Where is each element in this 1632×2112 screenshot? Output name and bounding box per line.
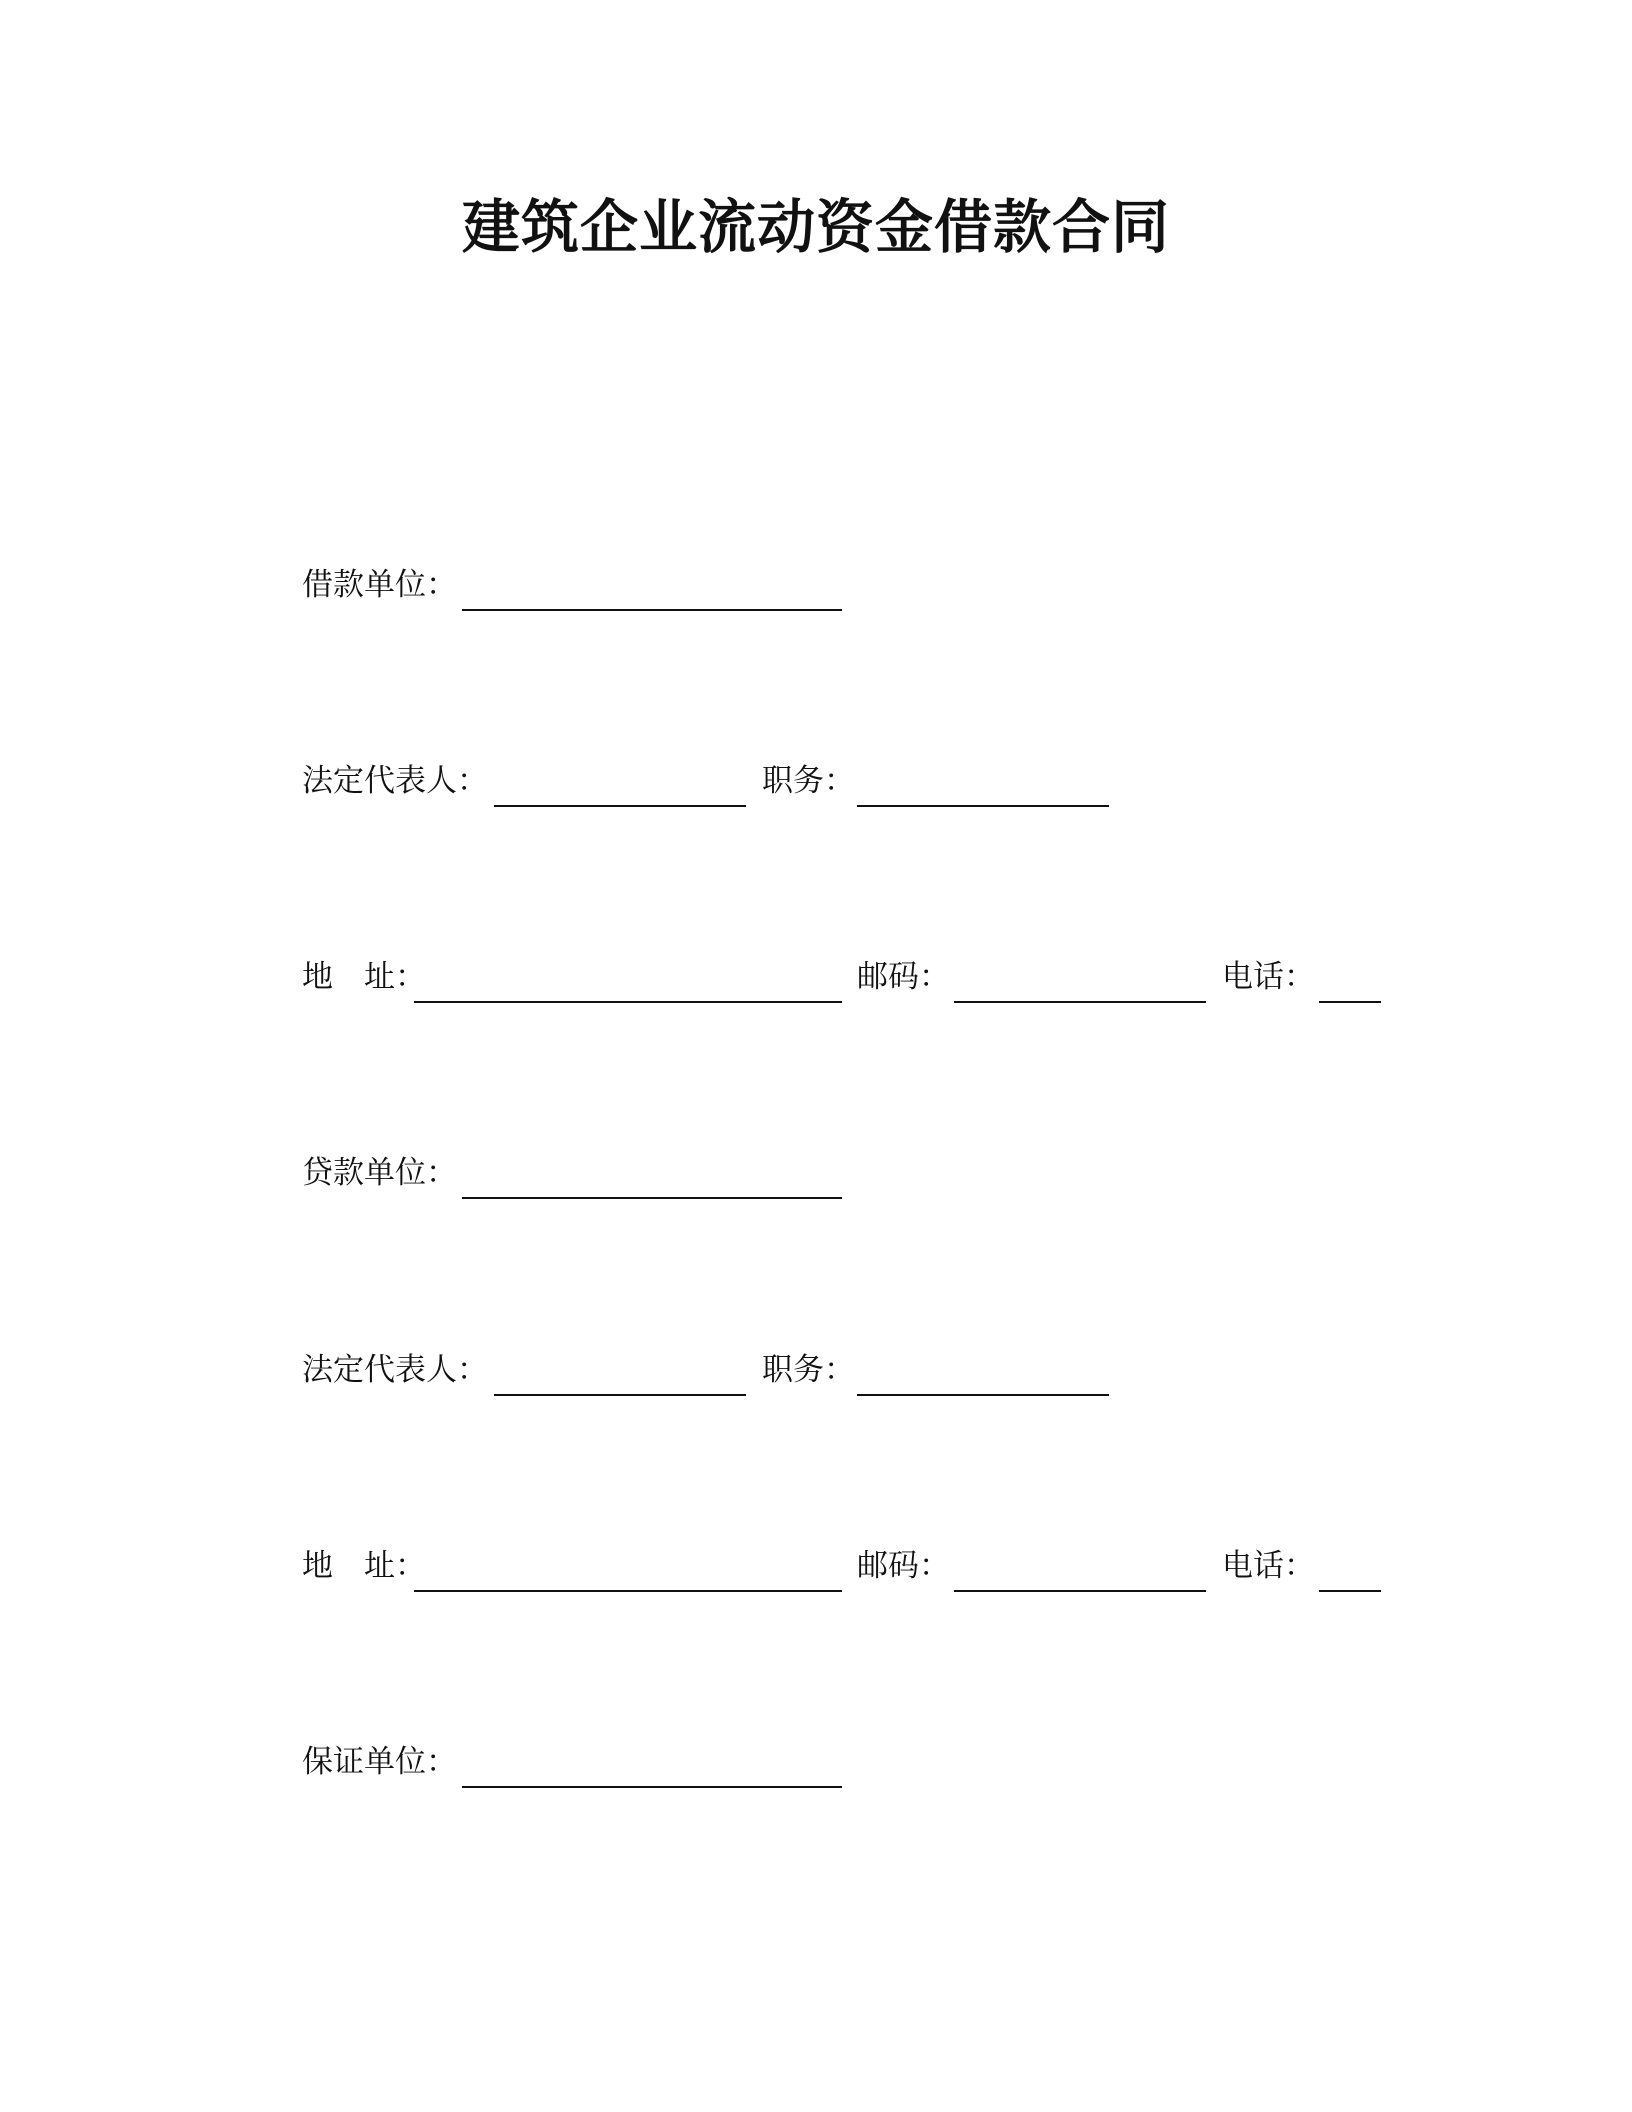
- phone-label: 电话：: [1222, 1548, 1315, 1584]
- legal-rep-label: 法定代表人：: [302, 763, 488, 799]
- position-field[interactable]: [857, 805, 1109, 807]
- lender-field[interactable]: [462, 1197, 842, 1199]
- guarantor-field[interactable]: [462, 1786, 842, 1788]
- position-field[interactable]: [857, 1394, 1109, 1396]
- phone-label: 电话：: [1222, 959, 1315, 995]
- document-title: 建筑企业流动资金借款合同: [461, 193, 1170, 261]
- postcode-label: 邮码：: [857, 959, 950, 995]
- phone-field[interactable]: [1319, 1001, 1381, 1003]
- address-label: 地 址：: [302, 1548, 426, 1584]
- postcode-label: 邮码：: [857, 1548, 950, 1584]
- borrower-label: 借款单位：: [302, 567, 457, 603]
- postcode-field[interactable]: [954, 1590, 1206, 1592]
- phone-field[interactable]: [1319, 1590, 1381, 1592]
- position-label: 职务：: [762, 763, 855, 799]
- legal-rep-field[interactable]: [494, 1394, 746, 1396]
- address-label: 地 址：: [302, 959, 426, 995]
- lender-label: 贷款单位：: [302, 1155, 457, 1191]
- guarantor-label: 保证单位：: [302, 1744, 457, 1780]
- borrower-field[interactable]: [462, 609, 842, 611]
- legal-rep-label: 法定代表人：: [302, 1352, 488, 1388]
- address-field[interactable]: [414, 1001, 842, 1003]
- position-label: 职务：: [762, 1352, 855, 1388]
- postcode-field[interactable]: [954, 1001, 1206, 1003]
- address-field[interactable]: [414, 1590, 842, 1592]
- legal-rep-field[interactable]: [494, 805, 746, 807]
